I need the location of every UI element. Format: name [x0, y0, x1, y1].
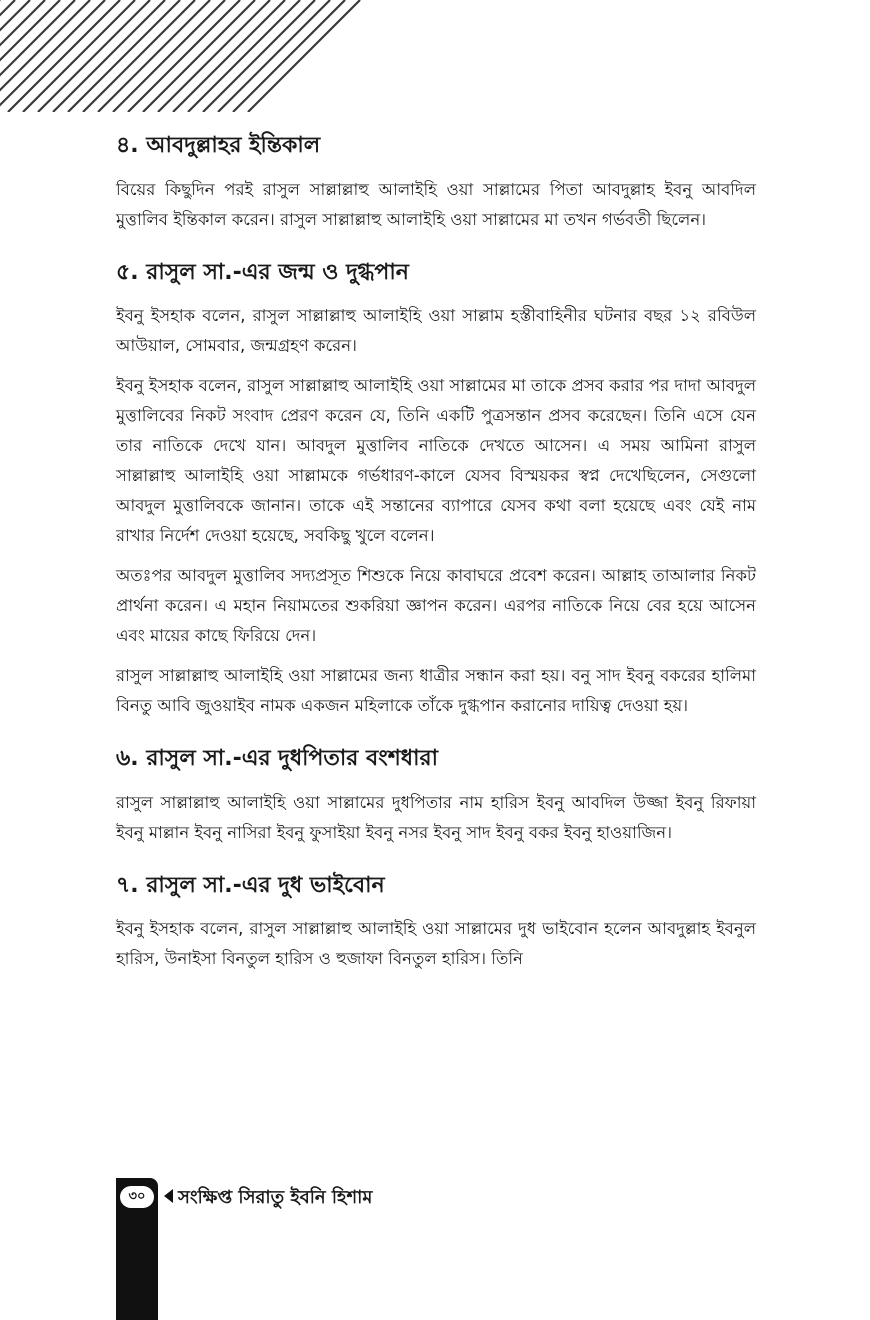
section-birth-and-nursing — [116, 259, 756, 722]
page-number-tab — [116, 1178, 158, 1320]
page-number: ৩০ — [120, 1186, 154, 1208]
paragraph: রাসুল সাল্লাল্লাহু আলাইহি ওয়া সাল্লামের দুধপিতার নাম হারিস ইবনু আবদিল উজ্জা ইবনু রিফায়া ইবনু মাল্লান ইবনু নাসিরা ইবনু ফুসাইয়া ইবনু নসর ইবনু সাদ ইবনু বকর ইবনু হাওয়াজিন। — [116, 792, 756, 842]
paragraph: ইবনু ইসহাক বলেন, রাসুল সাল্লাল্লাহু আলাইহি ওয়া সাল্লামের মা তাকে প্রসব করার পর দাদা আবদুল মুত্তালিবের নিকট সংবাদ প্রেরণ করেন যে, তিনি একটি পুত্রসন্তান প্রসব করেছেন। তিনি এসে যেন তার নাতিকে দেখে যান। আবদুল মুত্তালিব নাতিকে দেখতে আসেন। এ সময় আমিনা রাসুল সাল্লাল্লাহু আলাইহি ওয়া সাল্লামকে গর্ভধারণ-কালে যেসব বিস্ময়কর স্বপ্ন দেখেছিলেন, সেগুলো আবদুল মুত্তালিবকে জানান। তাকে এই সন্তানের ব্যাপারে যেসব কথা বলা হয়েছে এবং যেই নাম রাখার নির্দেশ দেওয়া হয়েছে, সবকিছু খুলে বলেন। — [116, 376, 756, 546]
paragraph: অতঃপর আবদুল মুত্তালিব সদ্যপ্রসূত শিশুকে নিয়ে কাবাঘরে প্রবেশ করেন। আল্লাহ তাআলার নিকট প্রার্থনা করেন। এ মহান নিয়ামতের শুকরিয়া জ্ঞাপন করেন। এরপর নাতিকে নিয়ে বের হয়ে আসেন এবং মায়ের কাছে ফিরিয়ে দেন। — [116, 566, 756, 646]
paragraph: ইবনু ইসহাক বলেন, রাসুল সাল্লাল্লাহু আলাইহি ওয়া সাল্লামের দুধ ভাইবোন হলেন আবদুল্লাহ ইবনুল হারিস, উনাইসা বিনতুল হারিস ও হুজাফা বিনতুল হারিস। তিনি — [116, 919, 756, 969]
page-content — [116, 132, 756, 998]
paragraph: রাসুল সাল্লাল্লাহু আলাইহি ওয়া সাল্লামের জন্য ধাত্রীর সন্ধান করা হয়। বনু সাদ ইবনু বকরের হালিমা বিনতু আবি জুওয়াইব নামক একজন মহিলাকে তাঁকে দুগ্ধপান করানোর দায়িত্ব দেওয়া হয়। — [116, 666, 756, 716]
section-abdullah-death — [116, 132, 756, 235]
section-heading: ৭. রাসুল সা.-এর দুধ ভাইবোন — [116, 872, 385, 898]
section-heading: ৬. রাসুল সা.-এর দুধপিতার বংশধারা — [116, 746, 438, 772]
section-heading: ৪. আবদুল্লাহর ইন্তিকাল — [116, 133, 321, 158]
corner-stripes-decoration — [0, 0, 365, 112]
book-title: সংক্ষিপ্ত সিরাতু ইবনি হিশাম — [178, 1187, 373, 1208]
left-arrow-icon — [164, 1189, 173, 1203]
section-heading: ৫. রাসুল সা.-এর জন্ম ও দুগ্ধপান — [116, 259, 409, 285]
section-foster-father-lineage — [116, 745, 756, 848]
paragraph: ইবনু ইসহাক বলেন, রাসুল সাল্লাল্লাহু আলাইহি ওয়া সাল্লাম হস্তীবাহিনীর ঘটনার বছর ১২ রবিউল আউয়াল, সোমবার, জন্মগ্রহণ করেন। — [116, 306, 756, 356]
page-footer — [116, 1178, 636, 1320]
paragraph: বিয়ের কিছুদিন পরই রাসুল সাল্লাল্লাহু আলাইহি ওয়া সাল্লামের পিতা আবদুল্লাহ ইবনু আবদিল মুত্তালিব ইন্তিকাল করেন। রাসুল সাল্লাল্লাহু আলাইহি ওয়া সাল্লামের মা তখন গর্ভবতী ছিলেন। — [116, 179, 756, 229]
section-foster-siblings — [116, 872, 756, 975]
